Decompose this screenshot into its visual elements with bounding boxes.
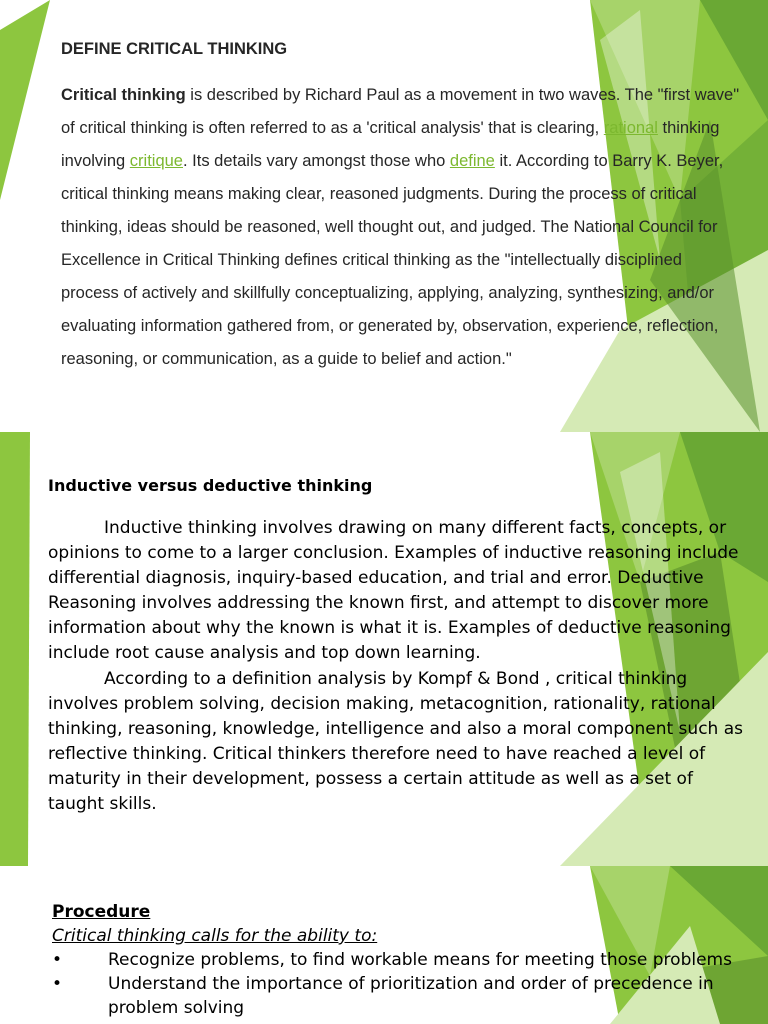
slide2-title: Inductive versus deductive thinking [48,476,373,495]
link-critique[interactable]: critique [129,152,183,170]
slide-inductive-deductive [0,432,768,866]
kompf-bond-paragraph: According to a definition analysis by Kompf & Bond , critical thinking involves problem solving, decision making, metacognition, rationality, rational thinking, reasoning, knowledge, intelligence and also a moral component such as reflective thinking. Critical thinkers therefore need to have reached a level of maturity in their development, possess a certain attitude as well as a set of taught skills. [48,668,743,815]
link-define[interactable]: define [449,152,495,170]
slide1-content [61,40,741,376]
inductive-paragraph: Inductive thinking involves drawing on many different facts, concepts, or opinions to come to a larger conclusion. Examples of inductive reasoning include differential diagnosis, inquiry-based education, and trial and error. Deductive Reasoning involves addressing the known first, and attempt to discover more information about why the known is what it is. Examples of deductive reasoning include root cause analysis and top down learning. [48,518,739,664]
link-rational[interactable]: rational [603,119,658,137]
slide-define-critical-thinking [0,0,768,432]
list-item: • Recognize problems, to find workable means for meeting those problems [52,950,732,970]
bullet-icon: • [52,974,63,994]
slide2-content [48,476,748,817]
procedure-intro: Critical thinking calls for the ability to: [52,926,378,946]
bullet-icon: • [52,950,63,970]
critical-thinking-term: Critical thinking [61,86,186,104]
slide1-paragraph: Critical thinking is described by Richard Paul as a movement in two waves. The "first wave" of critical thinking is often referred to as a 'critical analysis' that is clearing, rational thinking involving critique. Its details vary amongst those who define it. According to Barry K. Beyer, critical thinking means making clear, reasoned judgments. During the process of critical thinking, ideas should be reasoned, well thought out, and judged. The National Council for Excellence in Critical Thinking defines critical thinking as the "intellectually disciplined process of actively and skillfully conceptualizing, applying, analyzing, synthesizing, and/or evaluating information gathered from, or generated by, observation, experience, reflection, reasoning, or communication, as a guide to belief and action." [61,86,740,368]
slide3-content [52,900,752,1020]
procedure-heading: Procedure [52,902,151,922]
slide1-title: DEFINE CRITICAL THINKING [61,40,288,58]
slide-procedure [0,866,768,1024]
list-item: • Understand the importance of prioritization and order of precedence in problem solving [52,974,714,1018]
